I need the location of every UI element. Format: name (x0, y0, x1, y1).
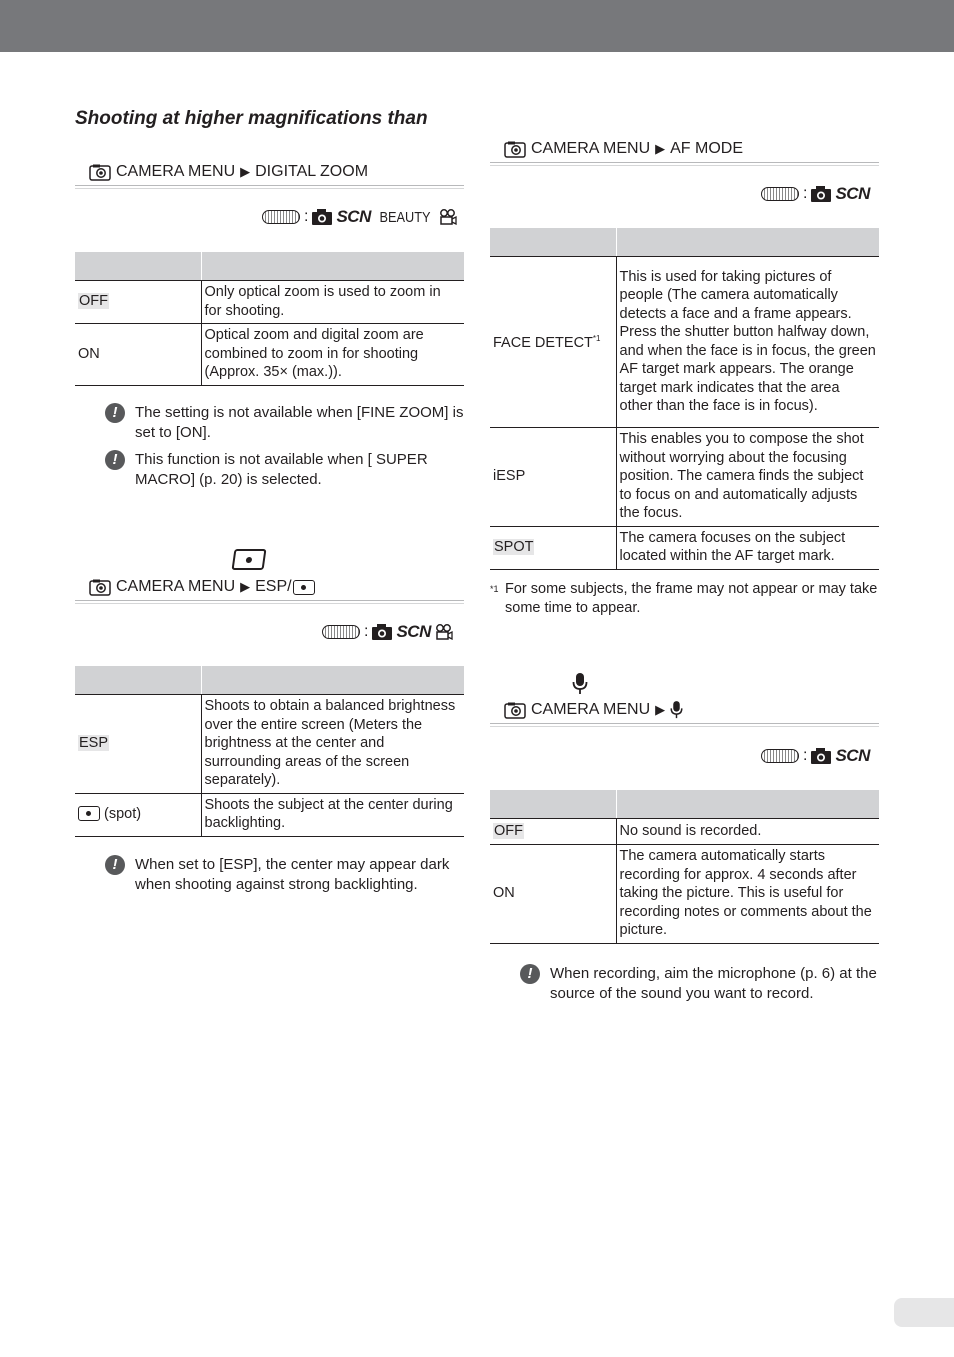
scn-mode-icon: SCN (835, 184, 870, 203)
option-description: Shoots the subject at the center during backlighting. (201, 793, 464, 836)
option-iesp: iESP (490, 428, 616, 527)
arrow-right-icon: ▶ (655, 141, 666, 156)
microphone-icon (572, 673, 588, 695)
footnote (490, 580, 880, 618)
option-face-detect: FACE DETECT (493, 335, 593, 352)
camera-menu-icon (89, 579, 111, 596)
option-description: Only optical zoom is used to zoom in for shooting. (201, 281, 464, 324)
option-off: OFF (79, 293, 108, 310)
table-header (201, 252, 464, 281)
camera-icon (811, 748, 831, 764)
arrow-right-icon: ▶ (655, 702, 666, 717)
scn-mode-icon: SCN (835, 746, 870, 765)
table-row (75, 793, 464, 836)
option-on: ON (75, 324, 201, 386)
option-description: Shoots to obtain a balanced brightness over the entire screen (Meters the brightness at the center and surrounding areas of the screen separately). (201, 695, 464, 794)
option-spot: (spot) (104, 805, 142, 822)
table-row (75, 695, 464, 794)
menu-label: CAMERA MENU (116, 578, 236, 595)
caution-icon: ! (520, 964, 540, 984)
arrow-right-icon: ▶ (240, 579, 251, 594)
caution-note: ! When set to [ESP], the center may appear dark when shooting against strong backlighting. (105, 855, 465, 895)
shooting-modes: : SCN (761, 746, 870, 766)
spot-metering-icon (293, 580, 315, 595)
table-header (201, 666, 464, 695)
menu-label: CAMERA MENU (531, 701, 651, 718)
menu-item: AF MODE (670, 140, 744, 157)
menu-path-metering (75, 578, 464, 604)
mode-dial-icon (262, 210, 300, 224)
page-number-tab (894, 1298, 954, 1327)
camera-icon (372, 624, 392, 640)
option-description: The camera focuses on the subject located within the AF target mark. (616, 526, 879, 569)
camera-icon (312, 209, 332, 225)
header-bar (0, 0, 954, 52)
shooting-modes: : SCN (761, 184, 870, 204)
option-description: No sound is recorded. (616, 819, 879, 845)
menu-label: CAMERA MENU (116, 163, 236, 180)
camera-menu-icon (504, 702, 526, 719)
mode-dial-icon (761, 749, 799, 763)
mode-dial-icon (761, 187, 799, 201)
scn-mode-icon: SCN (336, 207, 371, 226)
option-esp: ESP (79, 735, 109, 751)
caution-icon: ! (105, 855, 125, 875)
shooting-modes: : SCN (322, 622, 453, 642)
camera-icon (811, 186, 831, 202)
option-description: This enables you to compose the shot without worrying about the focusing position. The camera finds the subject to focus on and automatically adjusts the focus. (616, 428, 879, 527)
table-row (490, 819, 879, 845)
table-header (75, 252, 201, 281)
scn-mode-icon: SCN (396, 622, 431, 641)
caution-note: ! When recording, aim the microphone (p. 6) at the source of the sound you want to record. (520, 964, 880, 1004)
option-description: The camera automatically starts recording for approx. 4 seconds after taking the picture. This is useful for recording notes or comments about the picture. (616, 845, 879, 944)
option-off: OFF (494, 822, 523, 839)
table-header (75, 666, 201, 695)
shooting-modes: : SCN BEAUTY (262, 207, 457, 227)
caution-note: ! The setting is not available when [FINE ZOOM] is set to [ON]. (105, 403, 465, 443)
footnote-mark: *1 (490, 584, 499, 594)
menu-path-sound-record (490, 701, 879, 727)
footnote-text: For some subjects, the frame may not appear or may take some time to appear. (505, 581, 878, 616)
metering-table (75, 666, 464, 837)
beauty-mode-icon: BEAUTY (379, 208, 431, 226)
camera-menu-icon (504, 141, 526, 158)
table-header (616, 790, 879, 819)
table-header (616, 228, 879, 257)
caution-note: ! This function is not available when [ SUPER MACRO] (p. 20) is selected. (105, 450, 465, 490)
spot-metering-icon (78, 806, 100, 821)
table-row (75, 281, 464, 324)
movie-icon (435, 624, 453, 640)
movie-icon (439, 209, 457, 225)
section-title: Shooting at higher magnifications than (75, 108, 428, 129)
microphone-icon (670, 701, 683, 719)
option-description: Optical zoom and digital zoom are combined to zoom in for shooting (Approx. 35× (max.)). (201, 324, 464, 386)
menu-item: ESP/ (255, 578, 292, 595)
option-spot: SPOT (494, 538, 534, 555)
menu-item: DIGITAL ZOOM (255, 163, 369, 180)
table-row (490, 428, 879, 527)
caution-icon: ! (105, 403, 125, 423)
table-row (490, 526, 879, 569)
option-description: This is used for taking pictures of people (The camera automatically detects a face and a frame appears. Press the shutter button halfway down, and when the face is in focus, the green AF target mark appears. The orange target mark indicates that the area other than the face is in focus). (616, 257, 879, 428)
table-header (490, 228, 616, 257)
table-row (490, 845, 879, 944)
mode-dial-icon (322, 625, 360, 639)
footnote-mark: *1 (592, 334, 601, 344)
option-on: ON (490, 845, 616, 944)
menu-label: CAMERA MENU (531, 140, 651, 157)
table-row (75, 324, 464, 386)
menu-path-af-mode (490, 140, 879, 166)
arrow-right-icon: ▶ (240, 164, 251, 179)
digital-zoom-table (75, 252, 464, 386)
spot-metering-icon (232, 549, 267, 570)
camera-menu-icon (89, 164, 111, 181)
table-row (490, 257, 879, 428)
sound-record-table (490, 790, 879, 944)
caution-icon: ! (105, 450, 125, 470)
menu-path-digital-zoom (75, 163, 464, 189)
af-mode-table (490, 228, 879, 570)
table-header (490, 790, 616, 819)
